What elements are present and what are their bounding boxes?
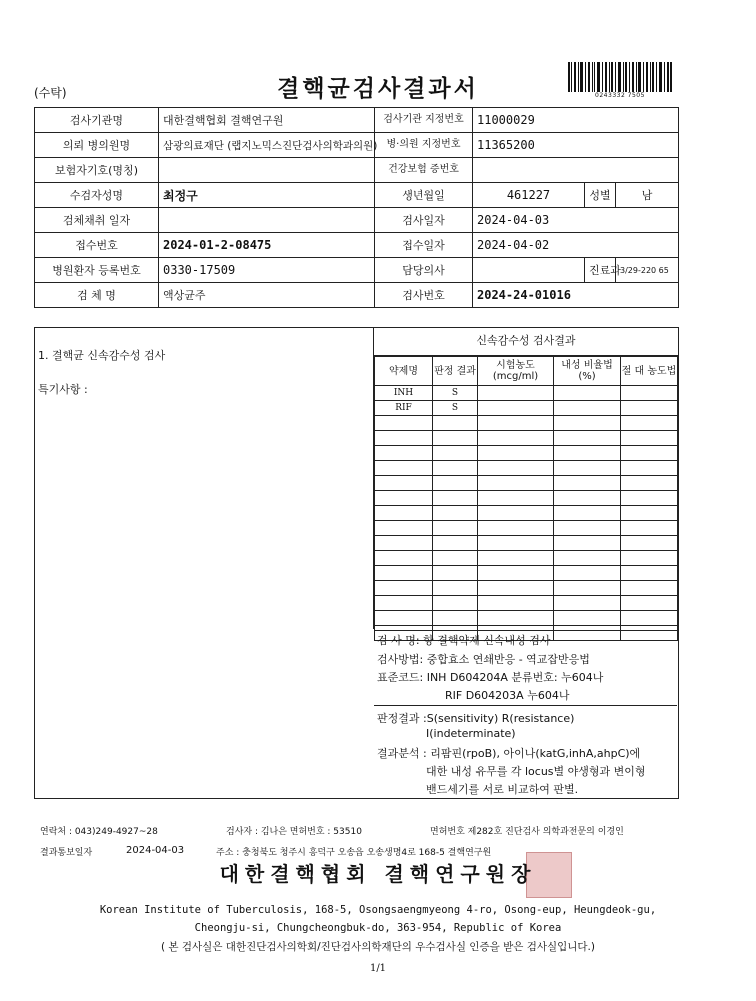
health-no-label: 건강보험 증번호	[375, 158, 473, 183]
results-cell	[621, 566, 678, 581]
method-name: 검 사 명: 항 결핵약제 신속내성 검사	[377, 634, 551, 647]
institute-name: 대한결핵협회 결핵연구원장	[219, 862, 537, 886]
insurer-label: 보험자기호(명칭)	[35, 158, 159, 183]
results-row-empty	[375, 536, 678, 551]
method-code-1: 표준코드: INH D604204A 분류번호: 누604나	[377, 671, 604, 684]
test-date-label: 검사일자	[375, 208, 473, 233]
results-cell	[621, 506, 678, 521]
method-divider	[374, 705, 677, 706]
results-cell: RIF	[375, 401, 433, 416]
results-cell	[554, 566, 621, 581]
results-row-empty	[375, 551, 678, 566]
address-en-1: Korean Institute of Tuberculosis, 168-5, Osongsaengmyeong 4-ro, Osong-eup, Heungdeok-gu,	[99, 904, 657, 916]
results-row-empty	[375, 611, 678, 626]
reg-date-label: 접수일자	[375, 233, 473, 258]
results-cell	[478, 431, 554, 446]
results-cell	[375, 536, 433, 551]
results-row-empty	[375, 566, 678, 581]
results-cell	[478, 506, 554, 521]
lab-label: 검사기관명	[35, 108, 159, 133]
results-header-cell: 내성 비율법(%)	[554, 357, 621, 386]
results-cell	[375, 566, 433, 581]
results-cell	[478, 401, 554, 416]
dept-label: 진료과	[585, 258, 616, 283]
contact: 연락처 : 043)249-4927~28	[40, 827, 158, 837]
notify-label: 결과통보일자	[40, 848, 93, 858]
results-cell	[433, 596, 478, 611]
lab-no-label: 검사기관 지정번호	[375, 108, 473, 133]
results-cell	[478, 491, 554, 506]
results-cell	[621, 461, 678, 476]
results-cell	[621, 551, 678, 566]
results-cell	[554, 446, 621, 461]
results-cell	[554, 581, 621, 596]
results-row-empty	[375, 491, 678, 506]
results-row-empty	[375, 581, 678, 596]
results-cell	[375, 521, 433, 536]
results-title: 신속감수성 검사결과	[374, 327, 678, 356]
results-cell: S	[433, 386, 478, 401]
results-cell	[478, 536, 554, 551]
results-cell	[554, 431, 621, 446]
results-cell	[375, 551, 433, 566]
results-cell	[478, 521, 554, 536]
results-cell	[375, 596, 433, 611]
results-row-empty	[375, 461, 678, 476]
results-row-empty	[375, 431, 678, 446]
clinic-label: 의뢰 병의원명	[35, 133, 159, 158]
results-row-empty	[375, 416, 678, 431]
results-cell	[621, 596, 678, 611]
results-cell	[375, 416, 433, 431]
results-row	[375, 386, 678, 401]
test-date-value: 2024-04-03	[473, 208, 679, 233]
judge-line-2: I(indeterminate)	[426, 727, 516, 740]
results-cell	[375, 446, 433, 461]
results-cell	[478, 581, 554, 596]
clinic-no-label: 병·의원 지정번호	[375, 133, 473, 158]
certification-note: ( 본 검사실은 대한진단검사의학회/진단검사의학재단의 우수검사실 인증을 받은 검사실입니다.)	[160, 941, 595, 953]
results-cell	[433, 551, 478, 566]
results-cell	[375, 611, 433, 626]
results-cell	[478, 461, 554, 476]
results-cell	[554, 506, 621, 521]
method-method: 검사방법: 중합효소 연쇄반응 - 역교잡반응법	[377, 653, 590, 666]
results-header-cell: 시험농도 (mcg/ml)	[478, 357, 554, 386]
insurer-value	[159, 158, 375, 183]
results-cell	[554, 461, 621, 476]
sex-value: 남	[616, 183, 679, 208]
collect-label: 검체채취 일자	[35, 208, 159, 233]
results-cell	[478, 416, 554, 431]
notify-date: 2024-04-03	[126, 845, 185, 856]
results-cell	[621, 581, 678, 596]
collect-value	[159, 208, 375, 233]
results-cell	[621, 386, 678, 401]
results-cell	[433, 521, 478, 536]
results-cell	[433, 476, 478, 491]
results-cell	[621, 491, 678, 506]
document-title: 결핵균검사결과서	[277, 75, 479, 102]
judge-line-1: 판정결과 :S(sensitivity) R(resistance)	[377, 712, 575, 725]
address-en-2: Cheongju-si, Chungcheongbuk-do, 363-954, Republic of Korea	[194, 922, 562, 934]
results-cell	[554, 611, 621, 626]
patient-value: 최정구	[159, 183, 375, 208]
results-cell	[375, 491, 433, 506]
test-item: 1. 결핵균 신속감수성 검사	[38, 349, 166, 362]
sex-label: 성별	[585, 183, 616, 208]
results-cell	[554, 476, 621, 491]
results-cell	[554, 551, 621, 566]
results-cell: S	[433, 401, 478, 416]
results-cell	[433, 431, 478, 446]
reg-no-label: 접수번호	[35, 233, 159, 258]
results-cell	[554, 521, 621, 536]
results-cell	[433, 581, 478, 596]
results-cell	[433, 506, 478, 521]
results-cell	[478, 446, 554, 461]
barcode	[568, 62, 672, 92]
results-cell	[375, 506, 433, 521]
doctor-value	[473, 258, 585, 283]
results-header-cell: 약제명	[375, 357, 433, 386]
results-cell: INH	[375, 386, 433, 401]
results-row-empty	[375, 506, 678, 521]
results-cell	[621, 416, 678, 431]
results-cell	[478, 551, 554, 566]
results-cell	[554, 386, 621, 401]
results-cell	[433, 536, 478, 551]
doctor-label: 담당의사	[375, 258, 473, 283]
results-header-cell: 판정 결과	[433, 357, 478, 386]
results-cell	[433, 446, 478, 461]
results-row-empty	[375, 521, 678, 536]
results-cell	[478, 386, 554, 401]
analysis-line-3: 밴드세기를 서로 비교하여 판별.	[426, 783, 579, 796]
results-cell	[621, 476, 678, 491]
results-cell	[433, 491, 478, 506]
lab-value: 대한결핵협회 결핵연구원	[159, 108, 375, 133]
results-row	[375, 401, 678, 416]
results-cell	[433, 416, 478, 431]
results-cell	[621, 611, 678, 626]
method-code-2: RIF D604203A 누604나	[445, 689, 570, 702]
results-cell	[433, 566, 478, 581]
dept-value: 3/29-220 65	[616, 258, 679, 283]
results-cell	[621, 521, 678, 536]
hosp-no-value: 0330-17509	[159, 258, 375, 283]
results-row-empty	[375, 596, 678, 611]
results-cell	[433, 611, 478, 626]
birth-label: 생년월일	[375, 183, 473, 208]
test-no-label: 검사번호	[375, 283, 473, 308]
results-cell	[375, 461, 433, 476]
results-cell	[478, 596, 554, 611]
director: 면허번호 제282호 진단검사 의학과전문의 이경인	[430, 827, 624, 837]
method-section	[374, 630, 677, 798]
results-cell	[478, 476, 554, 491]
reg-date-value: 2024-04-02	[473, 233, 679, 258]
inspector: 검사자 : 김나은 면허번호 : 53510	[226, 827, 362, 837]
results-cell	[433, 461, 478, 476]
results-row-empty	[375, 446, 678, 461]
specimen-value: 액상균주	[159, 283, 375, 308]
results-row-empty	[375, 476, 678, 491]
barcode-number: 0243332 7505	[595, 92, 645, 99]
results-cell	[621, 536, 678, 551]
results-cell	[621, 401, 678, 416]
results-cell	[375, 581, 433, 596]
results-cell	[554, 536, 621, 551]
reg-no-value: 2024-01-2-08475	[159, 233, 375, 258]
address-ko: 주소 : 충청북도 청주시 흥덕구 오송읍 오송생명4로 168-5 결핵연구원	[216, 848, 492, 858]
clinic-no-value: 11365200	[473, 133, 679, 158]
patient-label: 수검자성명	[35, 183, 159, 208]
results-cell	[554, 596, 621, 611]
specimen-label: 검 체 명	[35, 283, 159, 308]
results-cell	[478, 611, 554, 626]
results-cell	[375, 431, 433, 446]
analysis-line-1: 결과분석 : 리팜핀(rpoB), 아이나(katG,inhA,ahpC)에	[377, 747, 641, 760]
results-cell	[554, 401, 621, 416]
patient-info-table	[34, 107, 679, 308]
results-cell	[621, 446, 678, 461]
results-cell	[554, 491, 621, 506]
special-notes: 특기사항 :	[38, 383, 88, 396]
page-number: 1/1	[369, 963, 387, 974]
results-cell	[554, 416, 621, 431]
results-header-cell: 절 대 농도법	[621, 357, 678, 386]
hosp-no-label: 병원환자 등록번호	[35, 258, 159, 283]
clinic-value: 삼광의료재단 (랩지노믹스진단검사의학과의원)	[159, 133, 375, 158]
health-no-value	[473, 158, 679, 183]
birth-value: 461227	[473, 183, 585, 208]
analysis-line-2: 대한 내성 유무를 각 locus별 야생형과 변이형	[426, 765, 646, 778]
lab-no-value: 11000029	[473, 108, 679, 133]
test-no-value: 2024-24-01016	[473, 283, 679, 308]
receipt-label: (수탁)	[34, 86, 67, 100]
results-cell	[478, 566, 554, 581]
results-cell	[621, 431, 678, 446]
results-cell	[375, 476, 433, 491]
results-table	[374, 356, 678, 641]
